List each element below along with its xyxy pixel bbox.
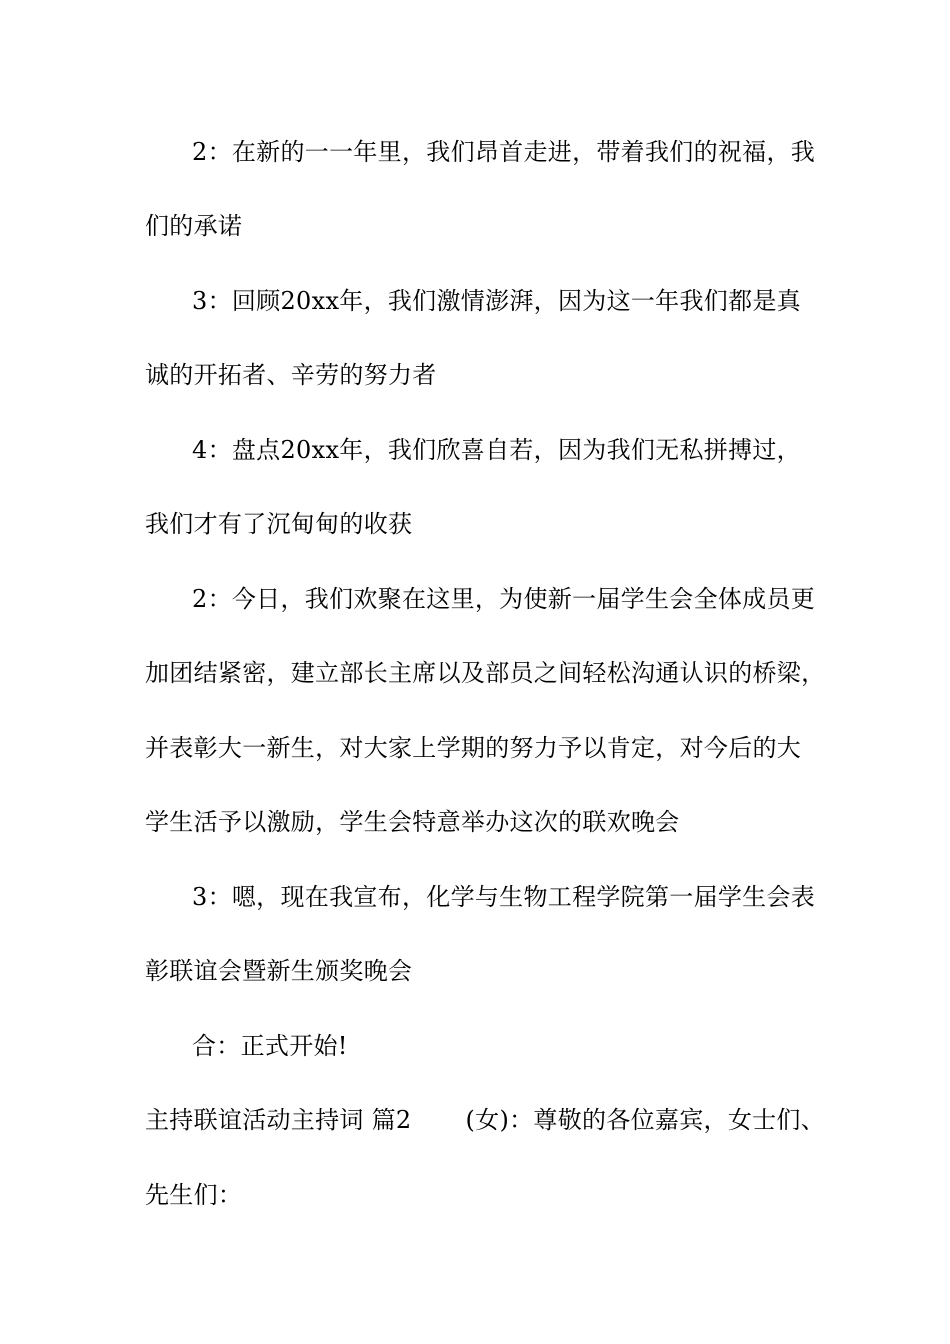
- section-heading: 主持联谊活动主持词 篇2: [145, 1106, 412, 1134]
- paragraph-line: 学生活予以激励，学生会特意举办这次的联欢晚会: [145, 808, 680, 836]
- paragraph-line: 我们才有了沉甸甸的收获: [145, 510, 413, 538]
- section-heading-line: [145, 1105, 825, 1135]
- paragraph-line: 先生们：: [145, 1181, 243, 1209]
- paragraph-line: 合：正式开始!: [192, 1032, 348, 1060]
- section-first-line: (女)：尊敬的各位嘉宾，女士们、: [465, 1106, 826, 1134]
- paragraph-line: 3：回顾20xx年，我们激情澎湃，因为这一年我们都是真: [192, 287, 801, 315]
- paragraph-line: 2：今日，我们欢聚在这里，为使新一届学生会全体成员更: [192, 585, 816, 613]
- paragraph-line: 彰联谊会暨新生颁奖晚会: [145, 957, 413, 985]
- paragraph-line: 3：嗯，现在我宣布，化学与生物工程学院第一届学生会表: [192, 883, 816, 911]
- paragraph-line: 4：盘点20xx年，我们欣喜自若，因为我们无私拼搏过，: [192, 436, 801, 464]
- paragraph-line: 2：在新的一一年里，我们昂首走进，带着我们的祝福，我: [192, 138, 816, 166]
- paragraph-line: 们的承诺: [145, 212, 243, 240]
- paragraph-line: 加团结紧密，建立部长主席以及部员之间轻松沟通认识的桥梁，: [145, 659, 826, 687]
- paragraph-line: 并表彰大一新生，对大家上学期的努力予以肯定，对今后的大: [145, 734, 802, 762]
- paragraph-line: 诚的开拓者、辛劳的努力者: [145, 361, 437, 389]
